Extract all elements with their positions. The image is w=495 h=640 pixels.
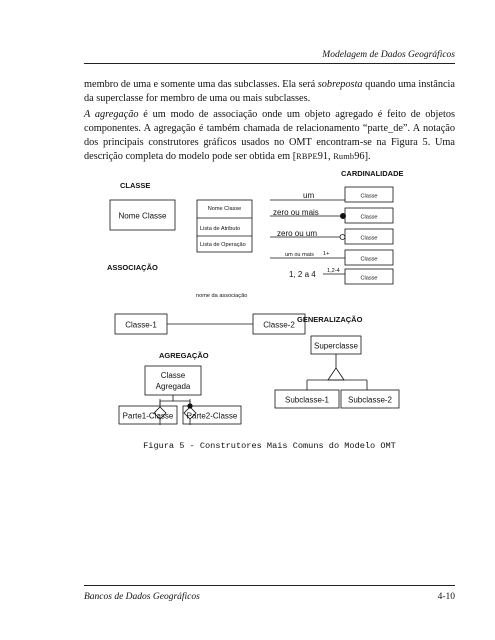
generalizacao-diagram <box>265 310 415 430</box>
card-class-label-1: Classe <box>360 193 378 200</box>
cardinalidade-title: CARDINALIDADE <box>341 169 404 178</box>
classe-agregada-line2: Agregada <box>155 382 191 391</box>
card-zero-mais-label: zero ou mais <box>273 208 319 217</box>
card-124-small-label: 1,2-4 <box>327 268 340 274</box>
card-124-label: 1, 2 a 4 <box>289 270 316 279</box>
parte1-label: Parte1-Classe <box>122 411 174 421</box>
card-class-label-2: Classe <box>360 214 378 221</box>
p2-cite-1: RBPE <box>296 152 318 161</box>
parte2-label: Parte2-Classe <box>186 411 238 421</box>
nome-classe-label: Nome Classe <box>118 211 167 221</box>
detail-operacao-label: Lista de Operação <box>200 242 246 248</box>
generalization-triangle <box>328 368 344 380</box>
footer-title: Bancos de Dados Geográficos <box>84 592 200 602</box>
header-rule <box>84 63 455 64</box>
detail-atributo-label: Lista de Atributo <box>200 226 241 232</box>
p2-text-a: é um modo de associação onde um objeto agregado é feito de objetos componentes. A agregação é também chamada de relacionamento “parte_de”. A notação dos principais construtores gráficos usados no OMT encontram-se na Figura 5. Uma descrição completa do modelo pode ser obtida em [ <box>84 109 455 162</box>
page-number: 4-10 <box>437 592 455 602</box>
p2-text-c: 96]. <box>354 151 371 162</box>
detail-nome-label: Nome Classe <box>207 206 242 212</box>
paragraph-1 <box>84 78 455 106</box>
associacao-title: ASSOCIAÇÃO <box>107 263 158 272</box>
card-class-label-3: Classe <box>360 235 378 242</box>
p1-text-a: membro de uma e somente uma das subclasses. Ela será <box>84 79 318 90</box>
running-header: Modelagem de Dados Geográficos <box>322 50 455 60</box>
classe1-label: Classe-1 <box>125 320 157 330</box>
card-um-mais-label: um ou mais <box>285 252 314 258</box>
classe-title: CLASSE <box>120 181 151 190</box>
subclasse2-label: Subclasse-2 <box>347 395 393 405</box>
paragraph-2 <box>84 108 455 164</box>
card-zero-um-label: zero ou um <box>277 229 318 238</box>
card-class-label-5: Classe <box>360 275 378 282</box>
classe2-label: Classe-2 <box>263 320 295 330</box>
classe-agregada-line1: Classe <box>160 371 186 380</box>
card-class-label-4: Classe <box>360 256 378 263</box>
p2-text-b: 91, <box>317 151 334 162</box>
card-um-label: um <box>303 191 315 200</box>
generalizacao-title: GENERALIZAÇÃO <box>297 315 363 324</box>
subclasse1-label: Subclasse-1 <box>284 395 330 405</box>
p2-cite-2: Rumb <box>333 152 355 161</box>
superclasse-label: Superclasse <box>313 341 359 351</box>
footer-rule <box>84 585 455 586</box>
agregacao-title: AGREGAÇÃO <box>159 351 209 360</box>
card-1plus-label: 1+ <box>323 251 330 257</box>
p1-emphasis: sobreposta <box>317 79 363 90</box>
figure-caption: Figura 5 - Construtores Mais Comuns do Modelo OMT <box>143 441 396 451</box>
p2-emphasis: A agregação <box>84 109 139 120</box>
p1-text-b: quando uma instância da superclasse for membro de uma ou mais subclasses. <box>84 79 455 104</box>
association-name-label: nome da associação <box>196 293 248 299</box>
